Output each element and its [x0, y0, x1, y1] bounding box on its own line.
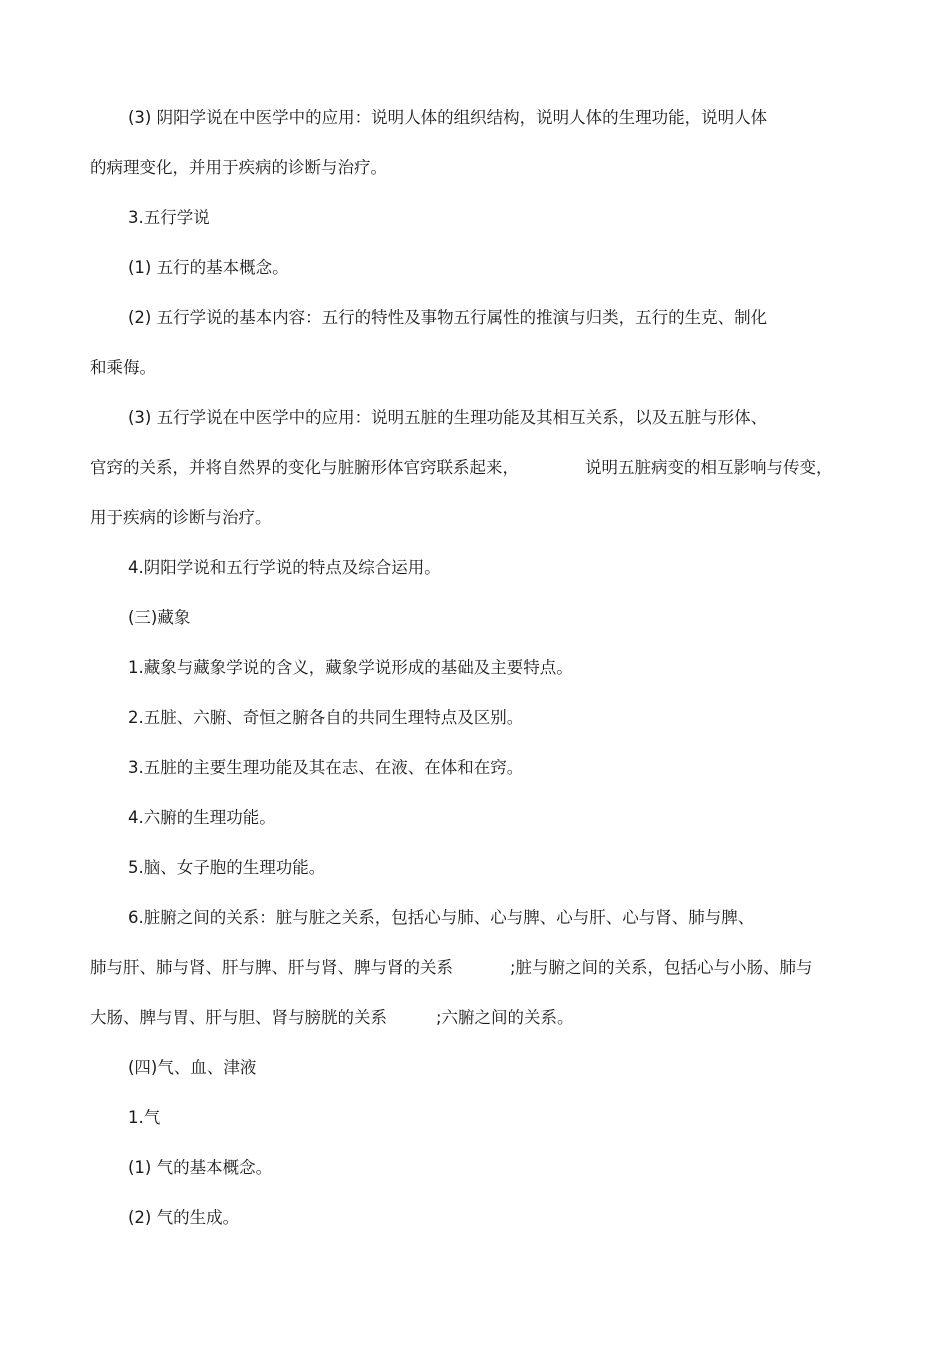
item-zangxiang-6: 6.脏腑之间的关系：脏与脏之关系，包括心与肺、心与脾、心与肝、心与肾、肺与脾、 — [128, 908, 755, 927]
text-segment: 肺与肝、肺与肾、肝与脾、肝与肾、脾与肾的关系 — [90, 958, 453, 977]
text-segment: ;六腑之间的关系。 — [436, 1008, 574, 1027]
item-wuxing-application: (3) 五行学说在中医学中的应用：说明五脏的生理功能及其相互关系，以及五脏与形体、 — [128, 408, 768, 427]
paragraph-yinyang-application-cont: 的病理变化，并用于疾病的诊断与治疗。 — [90, 158, 387, 177]
item-zangxiang-1: 1.藏象与藏象学说的含义，藏象学说形成的基础及主要特点。 — [128, 658, 573, 677]
heading-yinyang-wuxing-features: 4.阴阳学说和五行学说的特点及综合运用。 — [128, 558, 441, 577]
text-segment: 说明五脏病变的相互影响与传变， — [585, 458, 833, 477]
item-zangxiang-5: 5.脑、女子胞的生理功能。 — [128, 858, 326, 877]
item-zangxiang-6-cont — [90, 956, 850, 980]
heading-zangxiang: (三)藏象 — [128, 608, 191, 627]
heading-wuxing: 3.五行学说 — [128, 208, 210, 227]
item-wuxing-content: (2) 五行学说的基本内容：五行的特性及事物五行属性的推演与归类，五行的生克、制化 — [128, 308, 768, 327]
item-zangxiang-4: 4.六腑的生理功能。 — [128, 808, 276, 827]
item-qi-generation: (2) 气的生成。 — [128, 1208, 240, 1227]
item-zangxiang-2: 2.五脏、六腑、奇恒之腑各自的共同生理特点及区别。 — [128, 708, 524, 727]
item-wuxing-content-cont: 和乘侮。 — [90, 358, 156, 377]
item-wuxing-application-end: 用于疾病的诊断与治疗。 — [90, 508, 272, 527]
item-wuxing-concept: (1) 五行的基本概念。 — [128, 258, 289, 277]
text-segment: ;脏与腑之间的关系，包括心与小肠、肺与 — [510, 958, 813, 977]
heading-qi: 1.气 — [128, 1108, 161, 1127]
item-zangxiang-3: 3.五脏的主要生理功能及其在志、在液、在体和在窍。 — [128, 758, 524, 777]
item-zangxiang-6-end — [90, 1006, 850, 1030]
text-segment: 大肠、脾与胃、肝与胆、肾与膀胱的关系 — [90, 1008, 387, 1027]
item-wuxing-application-cont — [90, 456, 850, 480]
text-segment: 官窍的关系，并将自然界的变化与脏腑形体官窍联系起来， — [90, 458, 519, 477]
heading-qi-xue-jinye: (四)气、血、津液 — [128, 1058, 257, 1077]
item-qi-concept: (1) 气的基本概念。 — [128, 1158, 273, 1177]
paragraph-yinyang-application: (3) 阴阳学说在中医学中的应用：说明人体的组织结构，说明人体的生理功能，说明人体 — [128, 108, 768, 127]
